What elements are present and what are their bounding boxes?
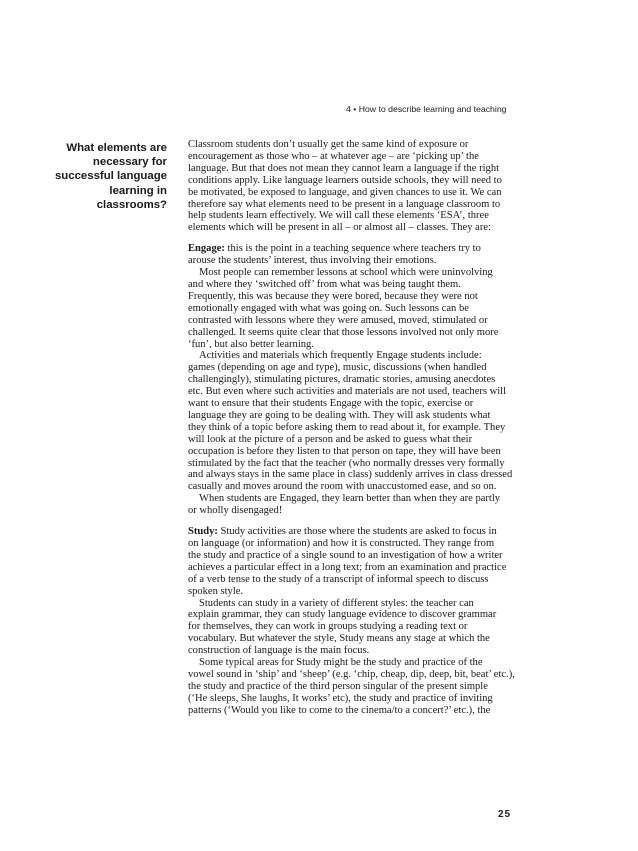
text-line: challenged. It seems quite clear that those lessons involved not only more [188, 326, 499, 338]
text-line: therefore say what elements need to be present in a language classroom to [188, 198, 501, 210]
text-line: help students learn effectively. We will call these elements ‘ESA’, three [188, 210, 489, 222]
text-line: contrasted with lessons where they were amused, moved, stimulated or [188, 314, 488, 326]
text-line: When students are Engaged, they learn better than when they are partly [199, 493, 501, 505]
text-line: emotionally engaged with what was going on. Such lessons can be [188, 302, 469, 314]
text-line: construction of language is the main focus. [188, 645, 370, 657]
text-line: the study and practice of a single sound to an investigation of how a writer [188, 549, 503, 561]
text-line: arouse the students’ interest, thus involving their emotions. [188, 255, 437, 267]
text-line: on language (or information) and how it is constructed. They range from [188, 538, 495, 549]
text-line: ‘fun’, but also better learning. [188, 338, 314, 350]
text-line: language they are going to be dealing with. They will ask students what [188, 409, 491, 421]
text-line: they think of a topic before asking them to read about it, for example. They [188, 421, 506, 433]
text-line: Classroom students don’t usually get the same kind of exposure or [188, 139, 469, 150]
body-text [188, 139, 518, 717]
text-line: vowel sound in ‘ship’ and ‘sheep’ (e.g. ‘chip, cheap, dip, deep, bit, beat’ etc.), [188, 668, 515, 680]
text-line: vocabulary. But whatever the style, Study means any stage at which the [188, 633, 490, 645]
text-line: will look at the picture of a person and be asked to guess what their [188, 433, 473, 445]
sidebar-heading-line: What elements are [66, 142, 167, 154]
text-line: casually and moves around the room with unaccustomed ease, and so on. [188, 481, 497, 493]
engage-heading: Engage: [188, 243, 225, 255]
text-line: games (depending on age and type), music, discussions (when handled [188, 362, 487, 374]
text-line: and always stays in the same place in class) suddenly arrives in class dressed [188, 469, 513, 481]
text-line: Students can study in a variety of different styles: the teacher can [199, 597, 474, 609]
sidebar-heading-line: necessary for [92, 156, 167, 169]
text-line: encouragement as those who – at whatever age – are ‘picking up’ the [188, 150, 479, 162]
text-line: Activities and materials which frequently Engage students include: [199, 350, 482, 362]
text-line: Frequently, this was because they were bored, because they were not [188, 290, 478, 302]
sidebar-heading-line: successful language [54, 170, 167, 183]
running-head: 4 • How to describe learning and teaching [346, 104, 507, 114]
sidebar-heading [0, 141, 167, 212]
intro-paragraph [188, 139, 518, 234]
text-line: spoken style. [188, 585, 244, 597]
text-line: language. But that does not mean they cannot learn a language if the right [188, 162, 500, 174]
text-line: etc. But even where such activities and materials are not used, teachers will [188, 386, 507, 398]
sidebar-heading-line: learning in [109, 184, 167, 197]
text-line: elements which will be present in all – or almost all – classes. They are: [188, 222, 491, 234]
engage-section [188, 243, 518, 517]
text-line: challengingly), stimulating pictures, dramatic stories, amusing anecdotes [188, 374, 496, 386]
text-line: occupation is before they listen to that person on tape, they will have been [188, 445, 501, 457]
text-line: for themselves, they can work in groups studying a reading text or [188, 621, 468, 633]
text-line: Engage: this is the point in a teaching sequence where teachers try to [188, 243, 481, 255]
sidebar-heading-line: classrooms? [96, 198, 167, 211]
text-line: (‘He sleeps, She laughs, It works’ etc), the study and practice of inviting [188, 692, 493, 704]
text-line: the study and practice of the third person singular of the present simple [188, 680, 488, 692]
text-line: stimulated by the fact that the teacher (who normally dresses very formally [188, 457, 505, 469]
text-line: achieves a particular effect in a long text; from an examination and practice [188, 561, 507, 573]
study-section [188, 526, 518, 717]
study-heading: Study: [188, 526, 218, 538]
page-number: 25 [498, 809, 512, 820]
text-line: be motivated, be exposed to language, and given chances to use it. We can [188, 186, 502, 198]
text-line: explain grammar, they can study language evidence to discover grammar [188, 609, 497, 621]
text-line: or wholly disengaged! [188, 505, 283, 517]
text-line: Most people can remember lessons at school which were uninvolving [199, 267, 493, 279]
text-line: patterns (‘Would you like to come to the cinema/to a concert?’ etc.), the [188, 704, 491, 716]
text-line: conditions apply. Like language learners outside schools, they will need to [188, 174, 502, 186]
text-line: of a verb tense to the study of a transcript of informal speech to discuss [188, 573, 489, 585]
text-line: want to ensure that their students Engage with the topic, exercise or [188, 398, 474, 410]
text-line: Some typical areas for Study might be the study and practice of the [199, 657, 483, 669]
text-line: and where they ‘switched off’ from what was being taught them. [188, 278, 461, 290]
text-line: Study: Study activities are those where the students are asked to focus in [188, 526, 497, 538]
